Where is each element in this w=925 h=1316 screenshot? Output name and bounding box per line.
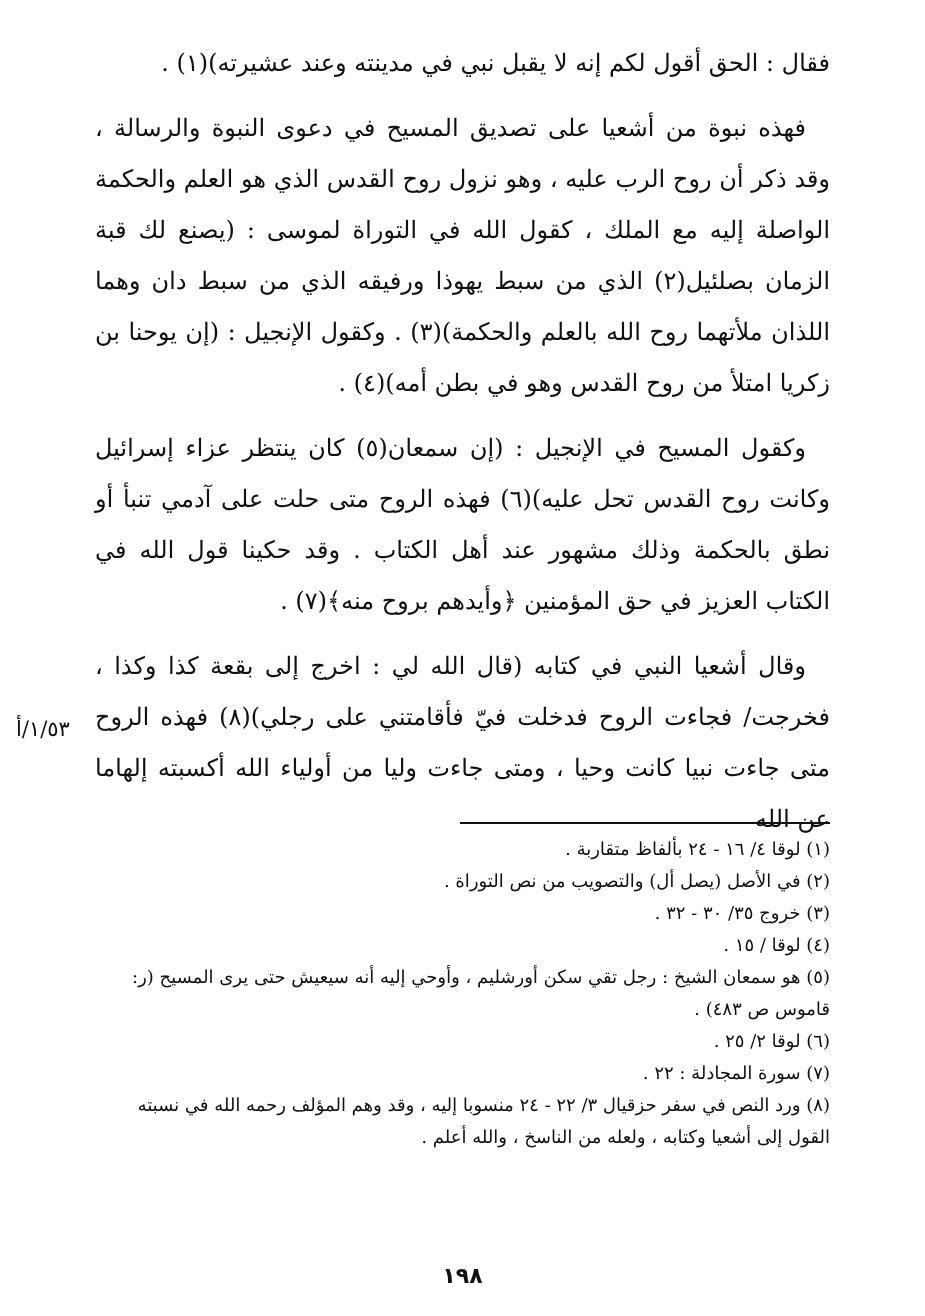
footnote: (٥) هو سمعان الشيخ : رجل تقي سكن أورشليم ، وأوحي إليه أنه سيعيش حتى يرى المسيح (ر: قاموس ص ٤٨٣) . — [132, 967, 830, 1020]
footnote: (٧) سورة المجادلة : ٢٢ . — [642, 1063, 830, 1084]
paragraph: فهذه نبوة من أشعيا على تصديق المسيح في دعوى النبوة والرسالة ، وقد ذكر أن روح الرب عليه ، وهو نزول روح القدس الذي هو العلم والحكمة الواصلة إليه مع الملك ، كقول الله في التوراة لموسى : (يصنع لك قبة الزمان بصلئيل(٢) الذي من سبط يهوذا ورفيقه الذي من سبط دان وهما اللذان ملأتهما روح الله بالعلم والحكمة)(٣) . وكقول الإنجيل : (إن يوحنا بن زكريا امتلأ من روح القدس وهو في بطن أمه)(٤) . — [95, 114, 830, 397]
footnote: (٤) لوقا / ١٥ . — [723, 935, 830, 956]
paragraph: فقال : الحق أقول لكم إنه لا يقبل نبي في مدينته وعند عشيرته)(١) . — [161, 49, 830, 77]
manuscript-folio-reference: ١/٥٣/أ — [16, 717, 70, 741]
footnote: (١) لوقا ٤/ ١٦ - ٢٤ بألفاظ متقاربة . — [565, 839, 830, 860]
footnote: (٨) ورد النص في سفر حزقيال ٣/ ٢٢ - ٢٤ منسوبا إليه ، وقد وهم المؤلف رحمه الله في نسبته القول إلى أشعيا وكتابه ، ولعله من الناسخ ، والله أعلم . — [137, 1095, 830, 1148]
page-number: ١٩٨ — [442, 1264, 483, 1289]
footnote: (٢) في الأصل (يصل أل) والتصويب من نص التوراة . — [443, 871, 830, 892]
footnotes-section — [95, 834, 830, 1154]
footnote: (٦) لوقا ٢/ ٢٥ . — [713, 1031, 830, 1052]
paragraph: وقال أشعيا النبي في كتابه (قال الله لي : اخرج إلى بقعة كذا وكذا ، فخرجت/ فجاءت الروح فدخلت فيّ فأقامتني على رجلي)(٨) فهذه الروح متى جاءت نبيا كانت وحيا ، ومتى جاءت وليا من أولياء الله أكسبته إلهاما عن الله — [95, 652, 830, 833]
footnote: (٣) خروج ٣٥/ ٣٠ - ٣٢ . — [654, 903, 830, 924]
paragraph: وكقول المسيح في الإنجيل : (إن سمعان(٥) كان ينتظر عزاء إسرائيل وكانت روح القدس تحل عليه)(٦) فهذه الروح متى حلت على آدمي تنبأ أو نطق بالحكمة وذلك مشهور عند أهل الكتاب . وقد حكينا قول الله في الكتاب العزيز في حق المؤمنين ﴿وأيدهم بروح منه﴾(٧) . — [95, 434, 830, 615]
main-text-body — [95, 38, 830, 859]
footnote-separator — [460, 822, 830, 824]
